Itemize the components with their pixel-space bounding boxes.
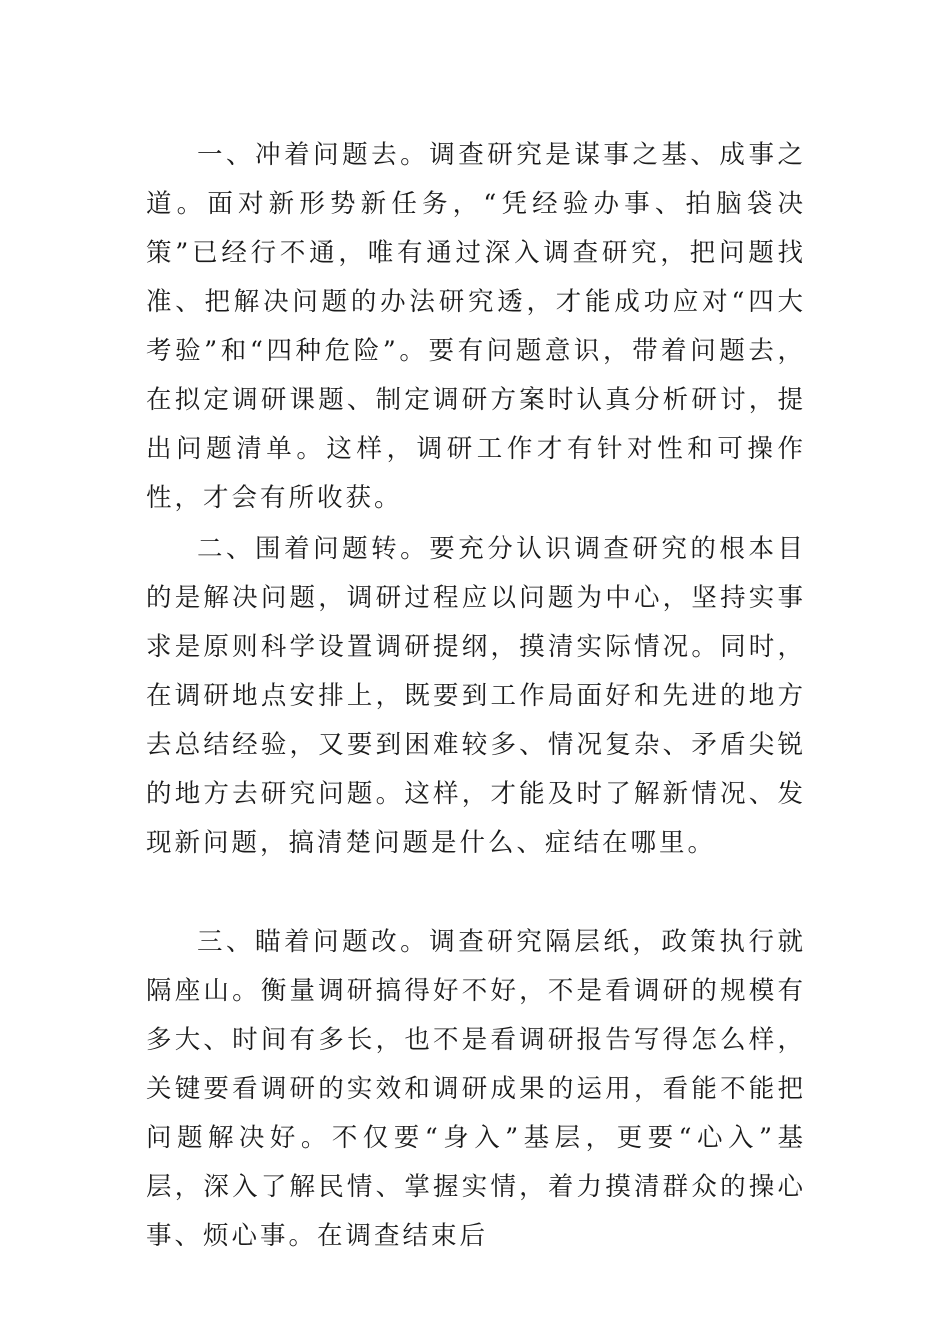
paragraph-1: 一、冲着问题去。调查研究是谋事之基、成事之道。面对新形势新任务，“凭经验办事、拍脑袋决策”已经行不通，唯有通过深入调查研究，把问题找准、把解决问题的办法研究透，才能成功应对“四大考验”和“四种危险”。要有问题意识，带着问题去，在拟定调研课题、制定调研方案时认真分析研讨，提出问题清单。这样，调研工作才有针对性和可操作性，才会有所收获。 — [146, 140, 806, 513]
paragraph-3: 三、瞄着问题改。调查研究隔层纸，政策执行就隔座山。衡量调研搞得好不好，不是看调研的规模有多大、时间有多长，也不是看调研报告写得怎么样，关键要看调研的实效和调研成果的运用，看能不能把问题解决好。不仅要“身入”基层，更要“心入”基层，深入了解民情、掌握实情，着力摸清群众的操心事、烦心事。在调查结束后 — [146, 927, 806, 1251]
paragraph-2: 二、围着问题转。要充分认识调查研究的根本目的是解决问题，调研过程应以问题为中心，坚持实事求是原则科学设置调研提纲，摸清实际情况。同时，在调研地点安排上，既要到工作局面好和先进的地方去总结经验，又要到困难较多、情况复杂、矛盾尖锐的地方去研究问题。这样，才能及时了解新情况、发现新问题，搞清楚问题是什么、症结在哪里。 — [146, 534, 806, 858]
